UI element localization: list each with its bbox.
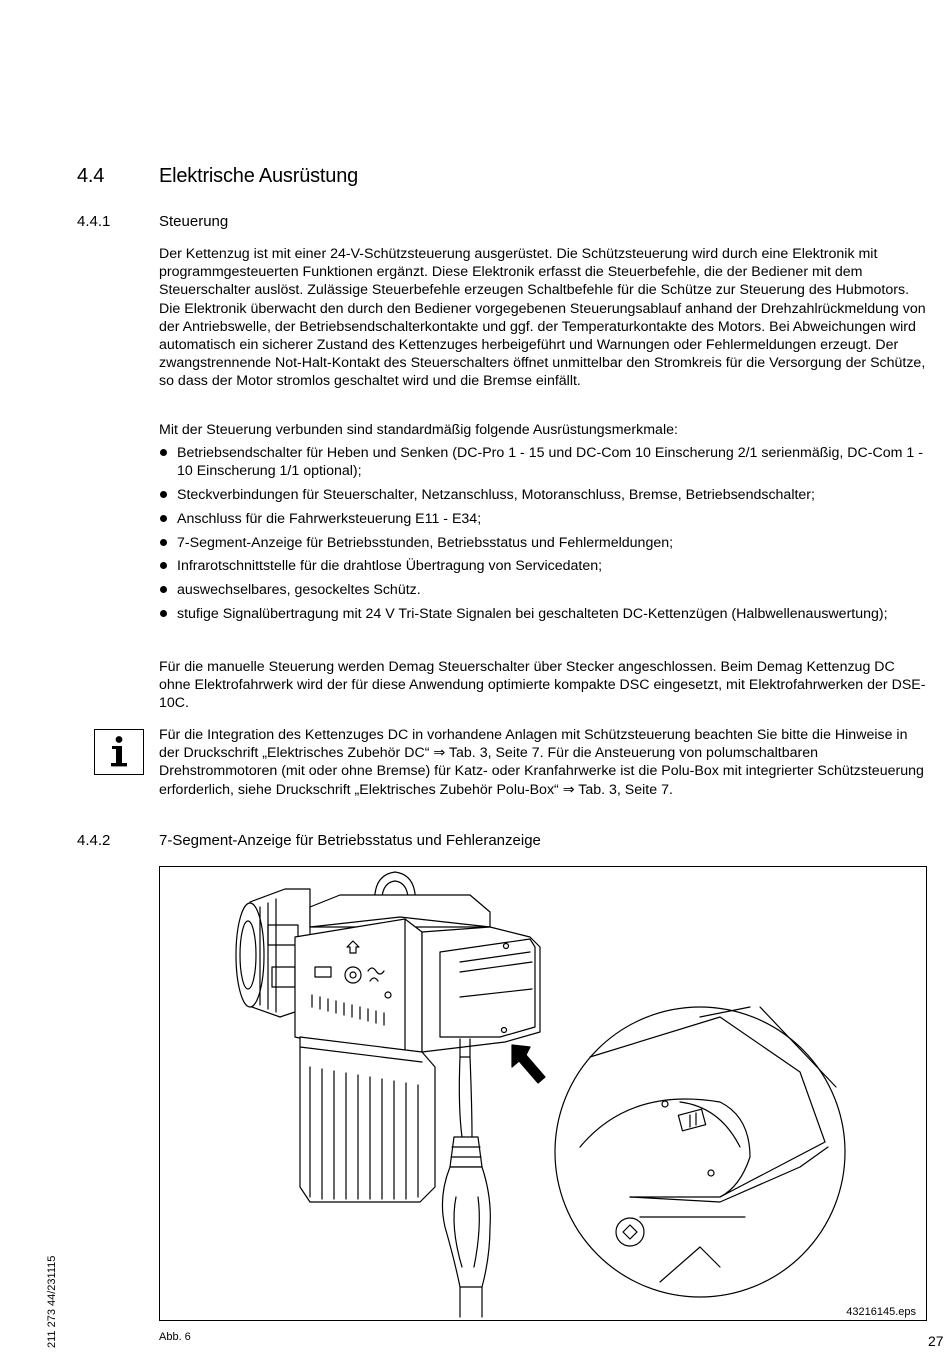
info-i-glyph — [95, 730, 141, 772]
subsection-title: 7-Segment-Anzeige für Betriebsstatus und Fehleranzeige — [159, 832, 541, 849]
subsection-title: Steuerung — [159, 213, 229, 230]
page-number: 27 — [928, 1333, 944, 1349]
feature-list-intro: Mit der Steuerung verbunden sind standardmäßig folgende Ausrüstungsmerkmale: — [159, 422, 678, 438]
list-item: Betriebsendschalter für Heben und Senken (DC-Pro 1 - 15 und DC-Com 10 Einscherung 2/1 serienmäßig, DC-Com 1 - 10 Einscherung 1/1 optional); — [159, 444, 927, 480]
list-item: 7-Segment-Anzeige für Betriebsstunden, Betriebsstatus und Fehlermeldungen; — [159, 534, 927, 552]
info-icon — [94, 729, 144, 775]
list-item: stufige Signalübertragung mit 24 V Tri-State Signalen bei geschalteten DC-Kettenzügen (Halbwellenauswertung); — [159, 605, 927, 623]
list-item: auswechselbares, gesockeltes Schütz. — [159, 581, 927, 599]
arrow-icon — [512, 1045, 545, 1083]
electronics-cover — [422, 927, 540, 1052]
figure-frame — [159, 866, 927, 1321]
figure-caption: Abb. 6 — [159, 1331, 191, 1343]
control-pendant — [442, 1039, 490, 1317]
subsection-number: 4.4.1 — [77, 213, 111, 230]
info-note-text: Für die Integration des Kettenzuges DC in vorhandene Anlagen mit Schützsteuerung beachten Sie bitte die Hinweise in der Druckschrift „Elektrisches Zubehör DC“ ⇒ Tab. 3, Seite 7. Für die Ansteuerung von polumschaltbaren Drehstrommotoren (mit oder ohne Bremse) für Katz- oder Kranfahrwerke ist die Polu-Box mit integrierter Schützsteuerung erforderlich, siehe Druckschrift „Elektrisches Zubehör Polu-Box“ ⇒ Tab. 3, Seite 7. — [159, 727, 924, 798]
control-description-paragraph: Der Kettenzug ist mit einer 24-V-Schützsteuerung ausgerüstet. Die Schützsteuerung wird durch eine Elektronik mit programmgesteuerten Funktionen ergänzt. Diese Elektronik erfasst die Steuerbefehle, die der Bediener mit dem Steuerschalter auslöst. Zulässige Steuerbefehle erzeugen Schaltbefehle für die Schütze zur Steuerung des Hubmotors. Die Elektronik überwacht den durch den Bediener vorgegebenen Steuerungsablauf anhand der Drehzahlrückmeldung von der Antriebswelle, der Betriebsendschalterkontakte und ggf. der Temperaturkontakte des Motors. Bei Abweichungen wird automatisch ein sicherer Zustand des Kettenzuges herbeigeführt und Warnungen oder Fehlermeldungen erzeugt. Der zwangstrennende Not-Halt-Kontakt des Steuerschalters öffnet unmittelbar den Stromkreis für die Versorgung der Schütze, so dass der Motor stromlos geschaltet wird und die Bremse einfällt. — [159, 246, 926, 390]
section-number: 4.4 — [77, 165, 105, 187]
detail-magnifier — [555, 1007, 845, 1297]
manual-control-paragraph: Für die manuelle Steuerung werden Demag Steuerschalter über Stecker angeschlossen. Beim Demag Kettenzug DC ohne Elektrofahrwerk wird der für diese Anwendung optimierte kompakte DSC eingesetzt, mit Elektrofahrwerken der DSE-10C. — [159, 659, 926, 712]
list-item: Infrarotschnittstelle für die drahtlose Übertragung von Servicedaten; — [159, 557, 927, 575]
figure-file-label: 43216145.eps — [846, 1306, 916, 1318]
document-code: 211 273 44/231115 — [46, 1255, 58, 1348]
list-item: Anschluss für die Fahrwerksteuerung E11 - E34; — [159, 510, 927, 528]
section-title: Elektrische Ausrüstung — [159, 165, 359, 187]
feature-list — [159, 444, 927, 629]
subsection-number: 4.4.2 — [77, 832, 111, 849]
list-item: Steckverbindungen für Steuerschalter, Netzanschluss, Motoranschluss, Bremse, Betriebsendschalter; — [159, 486, 927, 504]
hoist-illustration — [160, 867, 926, 1320]
chain-guide — [300, 1037, 435, 1202]
